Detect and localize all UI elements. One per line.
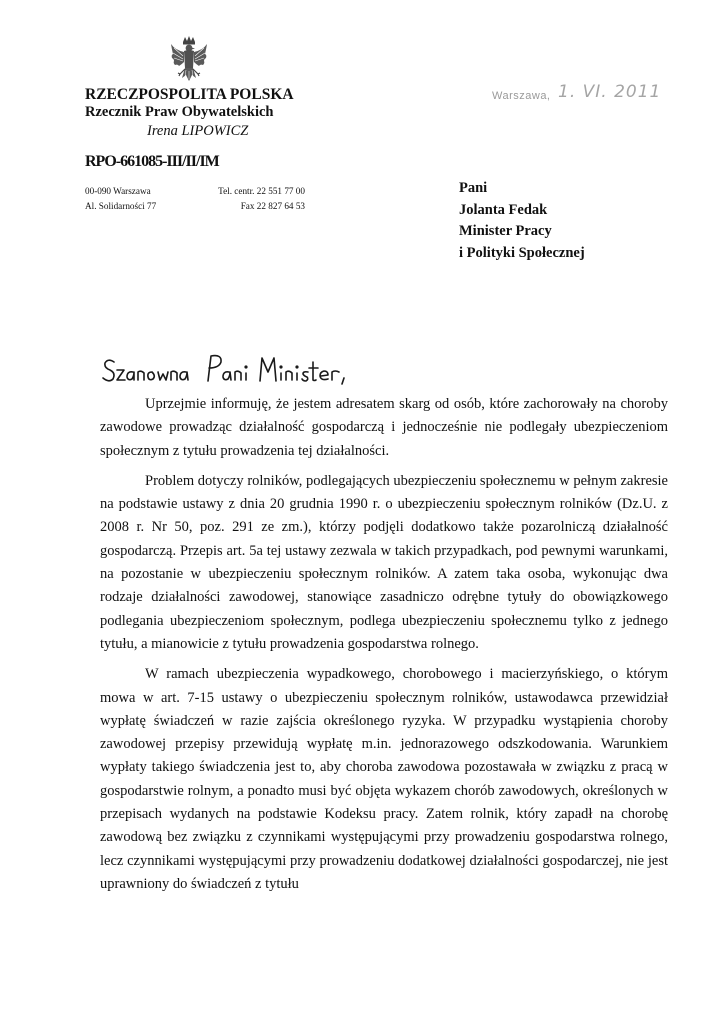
letter-body <box>100 393 668 896</box>
body-paragraph-1: Uprzejmie informuję, że jestem adresatem skarg od osób, które zachorowały na choroby zawodowe prowadząc działalność gospodarczą i jednocześnie nie podlegały ubezpieczeniom społecznym z tytułu prowadzenia tej działalności. <box>100 396 668 459</box>
sender-person: Irena LIPOWICZ <box>147 123 249 139</box>
recipient-name: Jolanta Fedak <box>459 201 548 218</box>
recipient-block <box>459 178 585 264</box>
address-line-2: Al. Solidarności 77 <box>85 201 157 211</box>
sender-address-block <box>85 184 305 214</box>
fax-number: Fax 22 827 64 53 <box>240 201 305 211</box>
sender-office: Rzecznik Praw Obywatelskich <box>85 104 274 120</box>
place-stamp: Warszawa, <box>492 90 551 102</box>
sender-block <box>85 86 294 140</box>
recipient-salutation: Pani <box>459 180 488 196</box>
handwritten-date: 1. VI. 2011 <box>558 82 662 102</box>
body-paragraph-3: W ramach ubezpieczenia wypadkowego, chorobowego i macierzyńskiego, o którym mowa w art. 7-15 ustawy o ubezpieczeniu społecznym rolników, ustawodawca przewidział wypłatę świadczeń w razie zajścia określonego ryzyka. W przypadku wystąpienia choroby zawodowej przepisy przewidują wypłatę m.in. jednorazowego odszkodowania. Warunkiem wypłaty takiego świadczenia jest to, aby choroba zawodowa pozostawała w związku z pracą w gospodarstwie rolnym, a ponadto musi być objęta wykazem chorób zawodowych, określonych w przepisach wydanych na podstawie Kodeksu pracy. Zatem rolnik, który zapadł na chorobę zawodową bez związku z czynnikami występującymi przy prowadzeniu gospodarstwa rolnego, lecz czynnikami występującymi przy prowadzeniu dodatkowej działalności gospodarczej, nie jest uprawniony do świadczeń z tytułu <box>100 666 668 892</box>
recipient-title-line-2: i Polityki Społecznej <box>459 244 585 261</box>
place-and-date <box>492 82 662 106</box>
address-line-1: 00-090 Warszawa <box>85 186 151 196</box>
handwritten-greeting <box>100 348 360 388</box>
recipient-title-line-1: Minister Pracy <box>459 223 552 239</box>
polish-eagle-emblem-icon <box>170 36 208 86</box>
body-paragraph-2: Problem dotyczy rolników, podlegających ubezpieczeniu społecznemu w pełnym zakresie na podstawie ustawy z dnia 20 grudnia 1990 r. o ubezpieczeniu społecznym rolników (Dz.U. z 2008 r. Nr 50, poz. 291 ze zm.), którzy podjęli dodatkowo także pozarolniczą działalność gospodarczą. Przepis art. 5a tej ustawy zezwala w takich przypadkach, pod pewnymi warunkami, na pozostanie w ubezpieczeniu społecznym rolników. A zatem taka osoba, wykonując dwa rodzaje działalności zawodowej, stanowiące zasadniczo odrębne tytuły do obowiązkowego podlegania ubezpieczeniom społecznym, podlega ubezpieczeniu społecznemu tylko z jednego tytułu, a mianowicie z tytułu prowadzenia gospodarstwa rolnego. <box>100 472 668 652</box>
phone-number: Tel. centr. 22 551 77 00 <box>218 186 305 196</box>
reference-number: RPO-661085-III/II/IM <box>85 153 219 170</box>
sender-organization: RZECZPOSPOLITA POLSKA <box>85 86 294 103</box>
